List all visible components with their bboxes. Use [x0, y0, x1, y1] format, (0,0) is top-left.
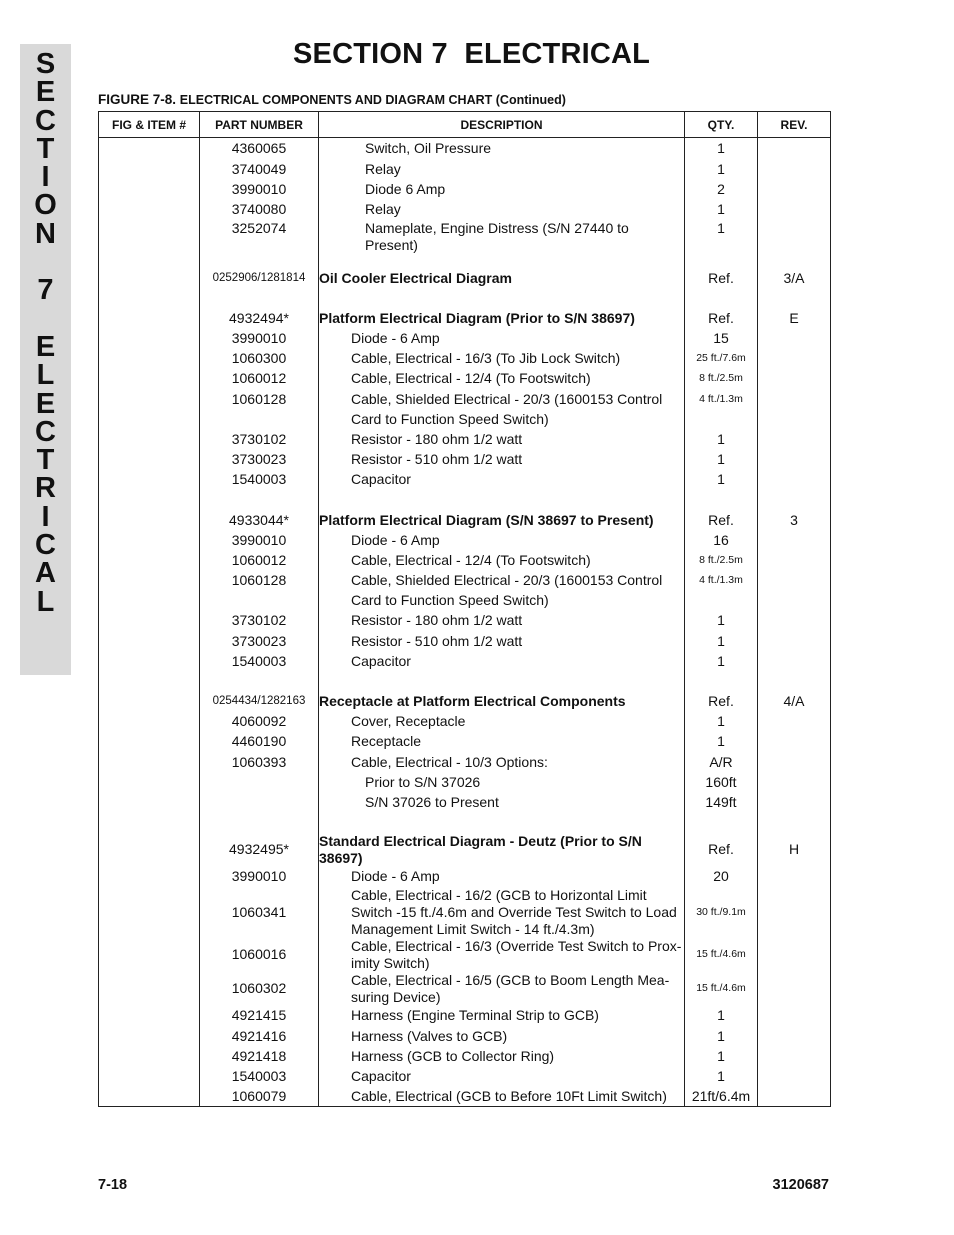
spacer-cell [200, 254, 319, 268]
cell-rev [758, 772, 831, 792]
cell-description: Relay [319, 200, 685, 220]
cell-description: Prior to S/N 37026 [319, 772, 685, 792]
cell-qty: 1 [685, 160, 758, 180]
cell-part-number: 3740080 [200, 200, 319, 220]
cell-fig-item [99, 369, 200, 389]
cell-qty: 149ft [685, 792, 758, 812]
spacer-cell [319, 671, 685, 691]
cell-description: Oil Cooler Electrical Diagram [319, 268, 685, 288]
figure-caption [98, 92, 566, 107]
cell-part-number: 4360065 [200, 138, 319, 160]
cell-qty: 2 [685, 180, 758, 200]
cell-fig-item [99, 328, 200, 348]
cell-part-number: 4932495* [200, 833, 319, 867]
cell-part-number [200, 772, 319, 792]
cell-description: Standard Electrical Diagram - Deutz (Prior to S/N 38697) [319, 833, 685, 867]
side-tab-letter: E [35, 387, 56, 420]
cell-qty: 21ft/6.4m [685, 1087, 758, 1107]
cell-rev [758, 752, 831, 772]
cell-qty [685, 591, 758, 611]
cell-description: Card to Function Speed Switch) [319, 591, 685, 611]
table-row [99, 1006, 831, 1026]
side-tab-letter: T [36, 132, 55, 165]
cell-part-number: 3730023 [200, 450, 319, 470]
side-tab-letter: C [35, 104, 56, 137]
cell-rev [758, 651, 831, 671]
table-row [99, 1046, 831, 1066]
parts-table [98, 111, 831, 1107]
cell-part-number: 1060128 [200, 571, 319, 591]
cell-rev [758, 1006, 831, 1026]
cell-description: Resistor - 180 ohm 1/2 watt [319, 611, 685, 631]
table-row [99, 429, 831, 449]
cell-rev [758, 972, 831, 1006]
cell-fig-item [99, 732, 200, 752]
figure-title: ELECTRICAL COMPONENTS AND DIAGRAM CHART (Continued) [179, 93, 566, 107]
table-row [99, 752, 831, 772]
cell-fig-item [99, 833, 200, 867]
table-row [99, 510, 831, 530]
cell-qty: 4 ft./1.3m [685, 571, 758, 591]
table-row [99, 651, 831, 671]
cell-part-number: 3252074 [200, 220, 319, 254]
cell-rev: H [758, 833, 831, 867]
cell-description: Cable, Electrical (GCB to Before 10Ft Limit Switch) [319, 1087, 685, 1107]
cell-description: Cable, Electrical - 16/3 (To Jib Lock Switch) [319, 349, 685, 369]
cell-fig-item [99, 867, 200, 887]
cell-part-number: 0252906/1281814 [200, 268, 319, 288]
table-spacer-row [99, 813, 831, 833]
page-title: SECTION 7 ELECTRICAL [293, 38, 651, 70]
cell-fig-item [99, 1026, 200, 1046]
cell-qty: 1 [685, 631, 758, 651]
cell-fig-item [99, 887, 200, 938]
table-header-row [99, 112, 831, 138]
cell-fig-item [99, 160, 200, 180]
table-row [99, 450, 831, 470]
cell-part-number: 3990010 [200, 867, 319, 887]
spacer-cell [319, 254, 685, 268]
side-tab-letter: 7 [37, 274, 54, 307]
cell-description: Cable, Shielded Electrical - 20/3 (1600153 Control [319, 389, 685, 409]
cell-fig-item [99, 691, 200, 711]
side-tab-letter: A [35, 557, 56, 590]
cell-rev [758, 429, 831, 449]
cell-part-number [200, 409, 319, 429]
spacer-cell [685, 671, 758, 691]
table-row [99, 591, 831, 611]
cell-part-number: 1060079 [200, 1087, 319, 1107]
cell-description: Platform Electrical Diagram (Prior to S/N 38697) [319, 308, 685, 328]
header-description: DESCRIPTION [319, 112, 685, 138]
table-row [99, 268, 831, 288]
cell-description: Cable, Electrical - 12/4 (To Footswitch) [319, 550, 685, 570]
spacer-cell [685, 288, 758, 308]
cell-rev [758, 220, 831, 254]
table-row [99, 550, 831, 570]
table-row [99, 389, 831, 409]
table-spacer-row [99, 490, 831, 510]
cell-qty: 16 [685, 530, 758, 550]
cell-description: Capacitor [319, 470, 685, 490]
cell-description: Cable, Electrical - 16/5 (GCB to Boom Length Mea-suring Device) [319, 972, 685, 1006]
cell-description: Receptacle at Platform Electrical Components [319, 691, 685, 711]
cell-rev [758, 389, 831, 409]
cell-part-number: 1540003 [200, 1066, 319, 1086]
cell-fig-item [99, 220, 200, 254]
spacer-cell [99, 254, 200, 268]
cell-rev [758, 550, 831, 570]
cell-qty: 1 [685, 1006, 758, 1026]
table-row [99, 180, 831, 200]
table-row [99, 200, 831, 220]
cell-part-number [200, 792, 319, 812]
side-tab-letter: S [35, 48, 56, 80]
cell-fig-item [99, 792, 200, 812]
cell-part-number: 1060302 [200, 972, 319, 1006]
side-tab-letter: I [41, 161, 50, 194]
cell-fig-item [99, 651, 200, 671]
cell-rev: 4/A [758, 691, 831, 711]
cell-qty: 160ft [685, 772, 758, 792]
cell-part-number: 3730102 [200, 611, 319, 631]
side-tab-letter: E [35, 76, 56, 109]
cell-qty: 25 ft./7.6m [685, 349, 758, 369]
cell-fig-item [99, 450, 200, 470]
table-row [99, 792, 831, 812]
cell-rev [758, 611, 831, 631]
cell-part-number: 4921415 [200, 1006, 319, 1026]
side-tab-letter: C [35, 529, 56, 562]
cell-fig-item [99, 349, 200, 369]
cell-fig-item [99, 1006, 200, 1026]
cell-part-number: 1060012 [200, 369, 319, 389]
cell-qty: 1 [685, 712, 758, 732]
table-row [99, 138, 831, 160]
side-tab-letter [20, 248, 71, 276]
cell-rev [758, 712, 831, 732]
cell-part-number: 3990010 [200, 328, 319, 348]
table-row [99, 938, 831, 972]
cell-qty: 15 [685, 328, 758, 348]
cell-fig-item [99, 409, 200, 429]
cell-description: Harness (Valves to GCB) [319, 1026, 685, 1046]
cell-description: Cover, Receptacle [319, 712, 685, 732]
side-tab-letter: N [35, 217, 56, 250]
cell-description: Relay [319, 160, 685, 180]
cell-rev [758, 1026, 831, 1046]
table-row [99, 691, 831, 711]
cell-qty: 8 ft./2.5m [685, 550, 758, 570]
cell-qty: 1 [685, 651, 758, 671]
cell-rev [758, 200, 831, 220]
parts-table-body [99, 138, 831, 1107]
cell-qty: 15 ft./4.6m [685, 972, 758, 1006]
cell-qty: 1 [685, 470, 758, 490]
cell-rev [758, 138, 831, 160]
cell-rev [758, 1066, 831, 1086]
cell-qty: A/R [685, 752, 758, 772]
cell-description: S/N 37026 to Present [319, 792, 685, 812]
cell-rev [758, 867, 831, 887]
cell-fig-item [99, 1046, 200, 1066]
cell-description: Receptacle [319, 732, 685, 752]
cell-rev [758, 571, 831, 591]
cell-fig-item [99, 429, 200, 449]
cell-rev [758, 328, 831, 348]
cell-description: Resistor - 180 ohm 1/2 watt [319, 429, 685, 449]
spacer-cell [200, 490, 319, 510]
cell-description: Resistor - 510 ohm 1/2 watt [319, 450, 685, 470]
cell-rev: 3 [758, 510, 831, 530]
document-number: 3120687 [772, 1177, 829, 1193]
cell-rev: 3/A [758, 268, 831, 288]
table-row [99, 611, 831, 631]
cell-fig-item [99, 1066, 200, 1086]
cell-part-number: 3730102 [200, 429, 319, 449]
cell-fig-item [99, 1087, 200, 1107]
spacer-cell [319, 813, 685, 833]
cell-part-number [200, 591, 319, 611]
cell-description: Diode - 6 Amp [319, 530, 685, 550]
cell-description: Card to Function Speed Switch) [319, 409, 685, 429]
cell-fig-item [99, 308, 200, 328]
cell-qty: 15 ft./4.6m [685, 938, 758, 972]
cell-part-number: 1540003 [200, 651, 319, 671]
table-row [99, 887, 831, 938]
cell-fig-item [99, 631, 200, 651]
table-row [99, 349, 831, 369]
side-tab-letter: E [35, 330, 56, 363]
cell-fig-item [99, 972, 200, 1006]
cell-description: Diode - 6 Amp [319, 328, 685, 348]
cell-fig-item [99, 200, 200, 220]
table-row [99, 772, 831, 792]
side-tab-letter: L [36, 585, 55, 618]
cell-description: Platform Electrical Diagram (S/N 38697 to Present) [319, 510, 685, 530]
cell-qty: 1 [685, 220, 758, 254]
cell-fig-item [99, 591, 200, 611]
cell-fig-item [99, 772, 200, 792]
table-row [99, 833, 831, 867]
table-row [99, 631, 831, 651]
cell-qty: 1 [685, 1066, 758, 1086]
cell-qty: Ref. [685, 691, 758, 711]
cell-description: Cable, Electrical - 12/4 (To Footswitch) [319, 369, 685, 389]
cell-rev: E [758, 308, 831, 328]
cell-part-number: 1060012 [200, 550, 319, 570]
cell-part-number: 3990010 [200, 530, 319, 550]
table-row [99, 409, 831, 429]
cell-description: Capacitor [319, 1066, 685, 1086]
cell-part-number: 3730023 [200, 631, 319, 651]
cell-rev [758, 732, 831, 752]
table-row [99, 1066, 831, 1086]
cell-qty: 1 [685, 1046, 758, 1066]
cell-description: Capacitor [319, 651, 685, 671]
spacer-cell [319, 288, 685, 308]
cell-fig-item [99, 138, 200, 160]
cell-qty: 30 ft./9.1m [685, 887, 758, 938]
spacer-cell [758, 490, 831, 510]
side-tab-letter [20, 305, 71, 333]
table-row [99, 571, 831, 591]
cell-part-number: 4460190 [200, 732, 319, 752]
cell-rev [758, 530, 831, 550]
table-row [99, 530, 831, 550]
table-row [99, 972, 831, 1006]
table-spacer-row [99, 288, 831, 308]
spacer-cell [758, 254, 831, 268]
header-qty: QTY. [685, 112, 758, 138]
cell-description: Cable, Shielded Electrical - 20/3 (1600153 Control [319, 571, 685, 591]
cell-fig-item [99, 611, 200, 631]
cell-part-number: 4060092 [200, 712, 319, 732]
cell-description: Switch, Oil Pressure [319, 138, 685, 160]
spacer-cell [319, 490, 685, 510]
spacer-cell [685, 254, 758, 268]
spacer-cell [758, 288, 831, 308]
cell-part-number: 4933044* [200, 510, 319, 530]
cell-description: Diode - 6 Amp [319, 867, 685, 887]
cell-fig-item [99, 571, 200, 591]
table-spacer-row [99, 254, 831, 268]
cell-rev [758, 180, 831, 200]
cell-qty [685, 409, 758, 429]
side-tab-letter: C [35, 415, 56, 448]
page-number: 7-18 [98, 1177, 128, 1193]
spacer-cell [200, 288, 319, 308]
cell-description: Harness (GCB to Collector Ring) [319, 1046, 685, 1066]
cell-qty: 4 ft./1.3m [685, 389, 758, 409]
cell-qty: 1 [685, 450, 758, 470]
cell-description: Cable, Electrical - 16/2 (GCB to Horizontal Limit Switch -15 ft./4.6m and Override Test Switch to Load Management Limit Switch - 14 ft./4.3m) [319, 887, 685, 938]
table-row [99, 160, 831, 180]
cell-fig-item [99, 180, 200, 200]
table-spacer-row [99, 671, 831, 691]
header-rev: REV. [758, 112, 831, 138]
cell-qty: Ref. [685, 308, 758, 328]
cell-rev [758, 938, 831, 972]
cell-qty: Ref. [685, 268, 758, 288]
cell-qty: Ref. [685, 510, 758, 530]
cell-fig-item [99, 550, 200, 570]
table-row [99, 328, 831, 348]
cell-fig-item [99, 389, 200, 409]
cell-fig-item [99, 470, 200, 490]
cell-rev [758, 160, 831, 180]
cell-part-number: 1060016 [200, 938, 319, 972]
cell-part-number: 1060300 [200, 349, 319, 369]
table-row [99, 470, 831, 490]
cell-description: Cable, Electrical - 16/3 (Override Test Switch to Prox-imity Switch) [319, 938, 685, 972]
table-row [99, 1026, 831, 1046]
cell-rev [758, 792, 831, 812]
cell-rev [758, 1046, 831, 1066]
cell-rev [758, 450, 831, 470]
cell-description: Diode 6 Amp [319, 180, 685, 200]
spacer-cell [99, 490, 200, 510]
cell-part-number: 4932494* [200, 308, 319, 328]
side-tab-letter: I [41, 500, 50, 533]
table-row [99, 220, 831, 254]
cell-description: Cable, Electrical - 10/3 Options: [319, 752, 685, 772]
cell-qty: 20 [685, 867, 758, 887]
cell-fig-item [99, 268, 200, 288]
cell-rev [758, 349, 831, 369]
spacer-cell [99, 671, 200, 691]
section-side-label [20, 50, 71, 616]
spacer-cell [99, 813, 200, 833]
cell-qty: 1 [685, 138, 758, 160]
side-tab-letter: R [35, 472, 56, 505]
cell-part-number: 4921416 [200, 1026, 319, 1046]
cell-qty: 1 [685, 1026, 758, 1046]
cell-part-number: 0254434/1282163 [200, 691, 319, 711]
spacer-cell [200, 813, 319, 833]
table-row [99, 1087, 831, 1107]
spacer-cell [685, 813, 758, 833]
cell-rev [758, 887, 831, 938]
cell-part-number: 1540003 [200, 470, 319, 490]
spacer-cell [758, 813, 831, 833]
cell-fig-item [99, 712, 200, 732]
table-row [99, 867, 831, 887]
cell-qty: 8 ft./2.5m [685, 369, 758, 389]
cell-fig-item [99, 938, 200, 972]
cell-rev [758, 591, 831, 611]
cell-fig-item [99, 530, 200, 550]
cell-description: Harness (Engine Terminal Strip to GCB) [319, 1006, 685, 1026]
cell-part-number: 3990010 [200, 180, 319, 200]
figure-number: FIGURE 7-8. [98, 92, 177, 107]
cell-part-number: 3740049 [200, 160, 319, 180]
cell-qty: 1 [685, 200, 758, 220]
spacer-cell [685, 490, 758, 510]
cell-part-number: 1060128 [200, 389, 319, 409]
side-tab-letter: T [36, 444, 55, 477]
side-tab-letter: L [36, 359, 55, 392]
cell-fig-item [99, 752, 200, 772]
cell-rev [758, 1087, 831, 1107]
cell-qty: 1 [685, 611, 758, 631]
cell-description: Resistor - 510 ohm 1/2 watt [319, 631, 685, 651]
table-row [99, 369, 831, 389]
spacer-cell [99, 288, 200, 308]
table-row [99, 732, 831, 752]
table-row [99, 712, 831, 732]
cell-qty: Ref. [685, 833, 758, 867]
cell-part-number: 1060393 [200, 752, 319, 772]
cell-qty: 1 [685, 732, 758, 752]
side-tab-letter: O [34, 189, 57, 222]
header-fig-item: FIG & ITEM # [99, 112, 200, 138]
spacer-cell [200, 671, 319, 691]
cell-part-number: 4921418 [200, 1046, 319, 1066]
cell-part-number: 1060341 [200, 887, 319, 938]
cell-rev [758, 409, 831, 429]
cell-qty: 1 [685, 429, 758, 449]
cell-fig-item [99, 510, 200, 530]
cell-rev [758, 369, 831, 389]
cell-rev [758, 470, 831, 490]
cell-rev [758, 631, 831, 651]
header-part-number: PART NUMBER [200, 112, 319, 138]
spacer-cell [758, 671, 831, 691]
table-row [99, 308, 831, 328]
cell-description: Nameplate, Engine Distress (S/N 27440 to Present) [319, 220, 685, 254]
